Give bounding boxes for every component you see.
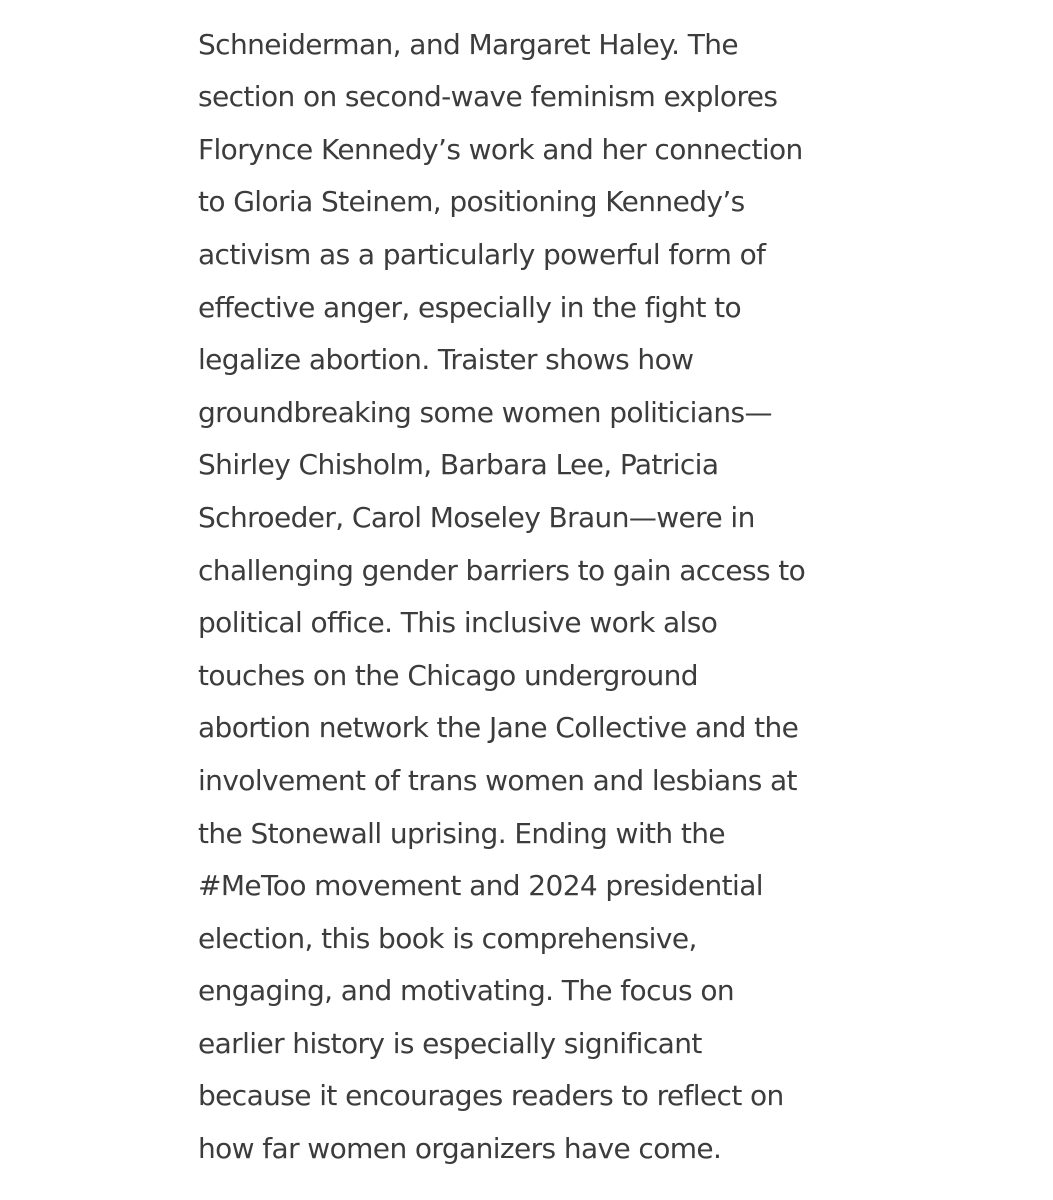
review-body-text	[198, 0, 858, 1176]
text-line: how far women organizers have come.	[198, 1132, 722, 1166]
text-line: political office. This inclusive work also	[198, 606, 718, 640]
text-line: Shirley Chisholm, Barbara Lee, Patricia	[198, 448, 719, 482]
text-line: involvement of trans women and lesbians at	[198, 763, 797, 797]
text-line: abortion network the Jane Collective and the	[198, 711, 799, 745]
text-line: to Gloria Steinem, positioning Kennedy’s	[198, 185, 745, 219]
text-line: #MeToo movement and 2024 presidential	[198, 869, 763, 903]
text-line: challenging gender barriers to gain access to	[198, 553, 806, 587]
text-line: section on second-wave feminism explores	[198, 80, 778, 114]
text-line: groundbreaking some women politicians—	[198, 395, 772, 429]
text-line: touches on the Chicago underground	[198, 658, 698, 692]
text-line: election, this book is comprehensive,	[198, 921, 697, 955]
text-line: because it encourages readers to reflect on	[198, 1079, 784, 1113]
text-line: legalize abortion. Traister shows how	[198, 343, 694, 377]
text-line: engaging, and motivating. The focus on	[198, 974, 734, 1008]
text-line: earlier history is especially significant	[198, 1026, 702, 1060]
text-line: the Stonewall uprising. Ending with the	[198, 816, 725, 850]
text-line: activism as a particularly powerful form of	[198, 237, 766, 271]
text-line: Schroeder, Carol Moseley Braun—were in	[198, 500, 755, 534]
text-line: effective anger, especially in the fight to	[198, 290, 742, 324]
text-line: Florynce Kennedy’s work and her connection	[198, 132, 803, 166]
text-line: Schneiderman, and Margaret Haley. The	[198, 27, 738, 61]
